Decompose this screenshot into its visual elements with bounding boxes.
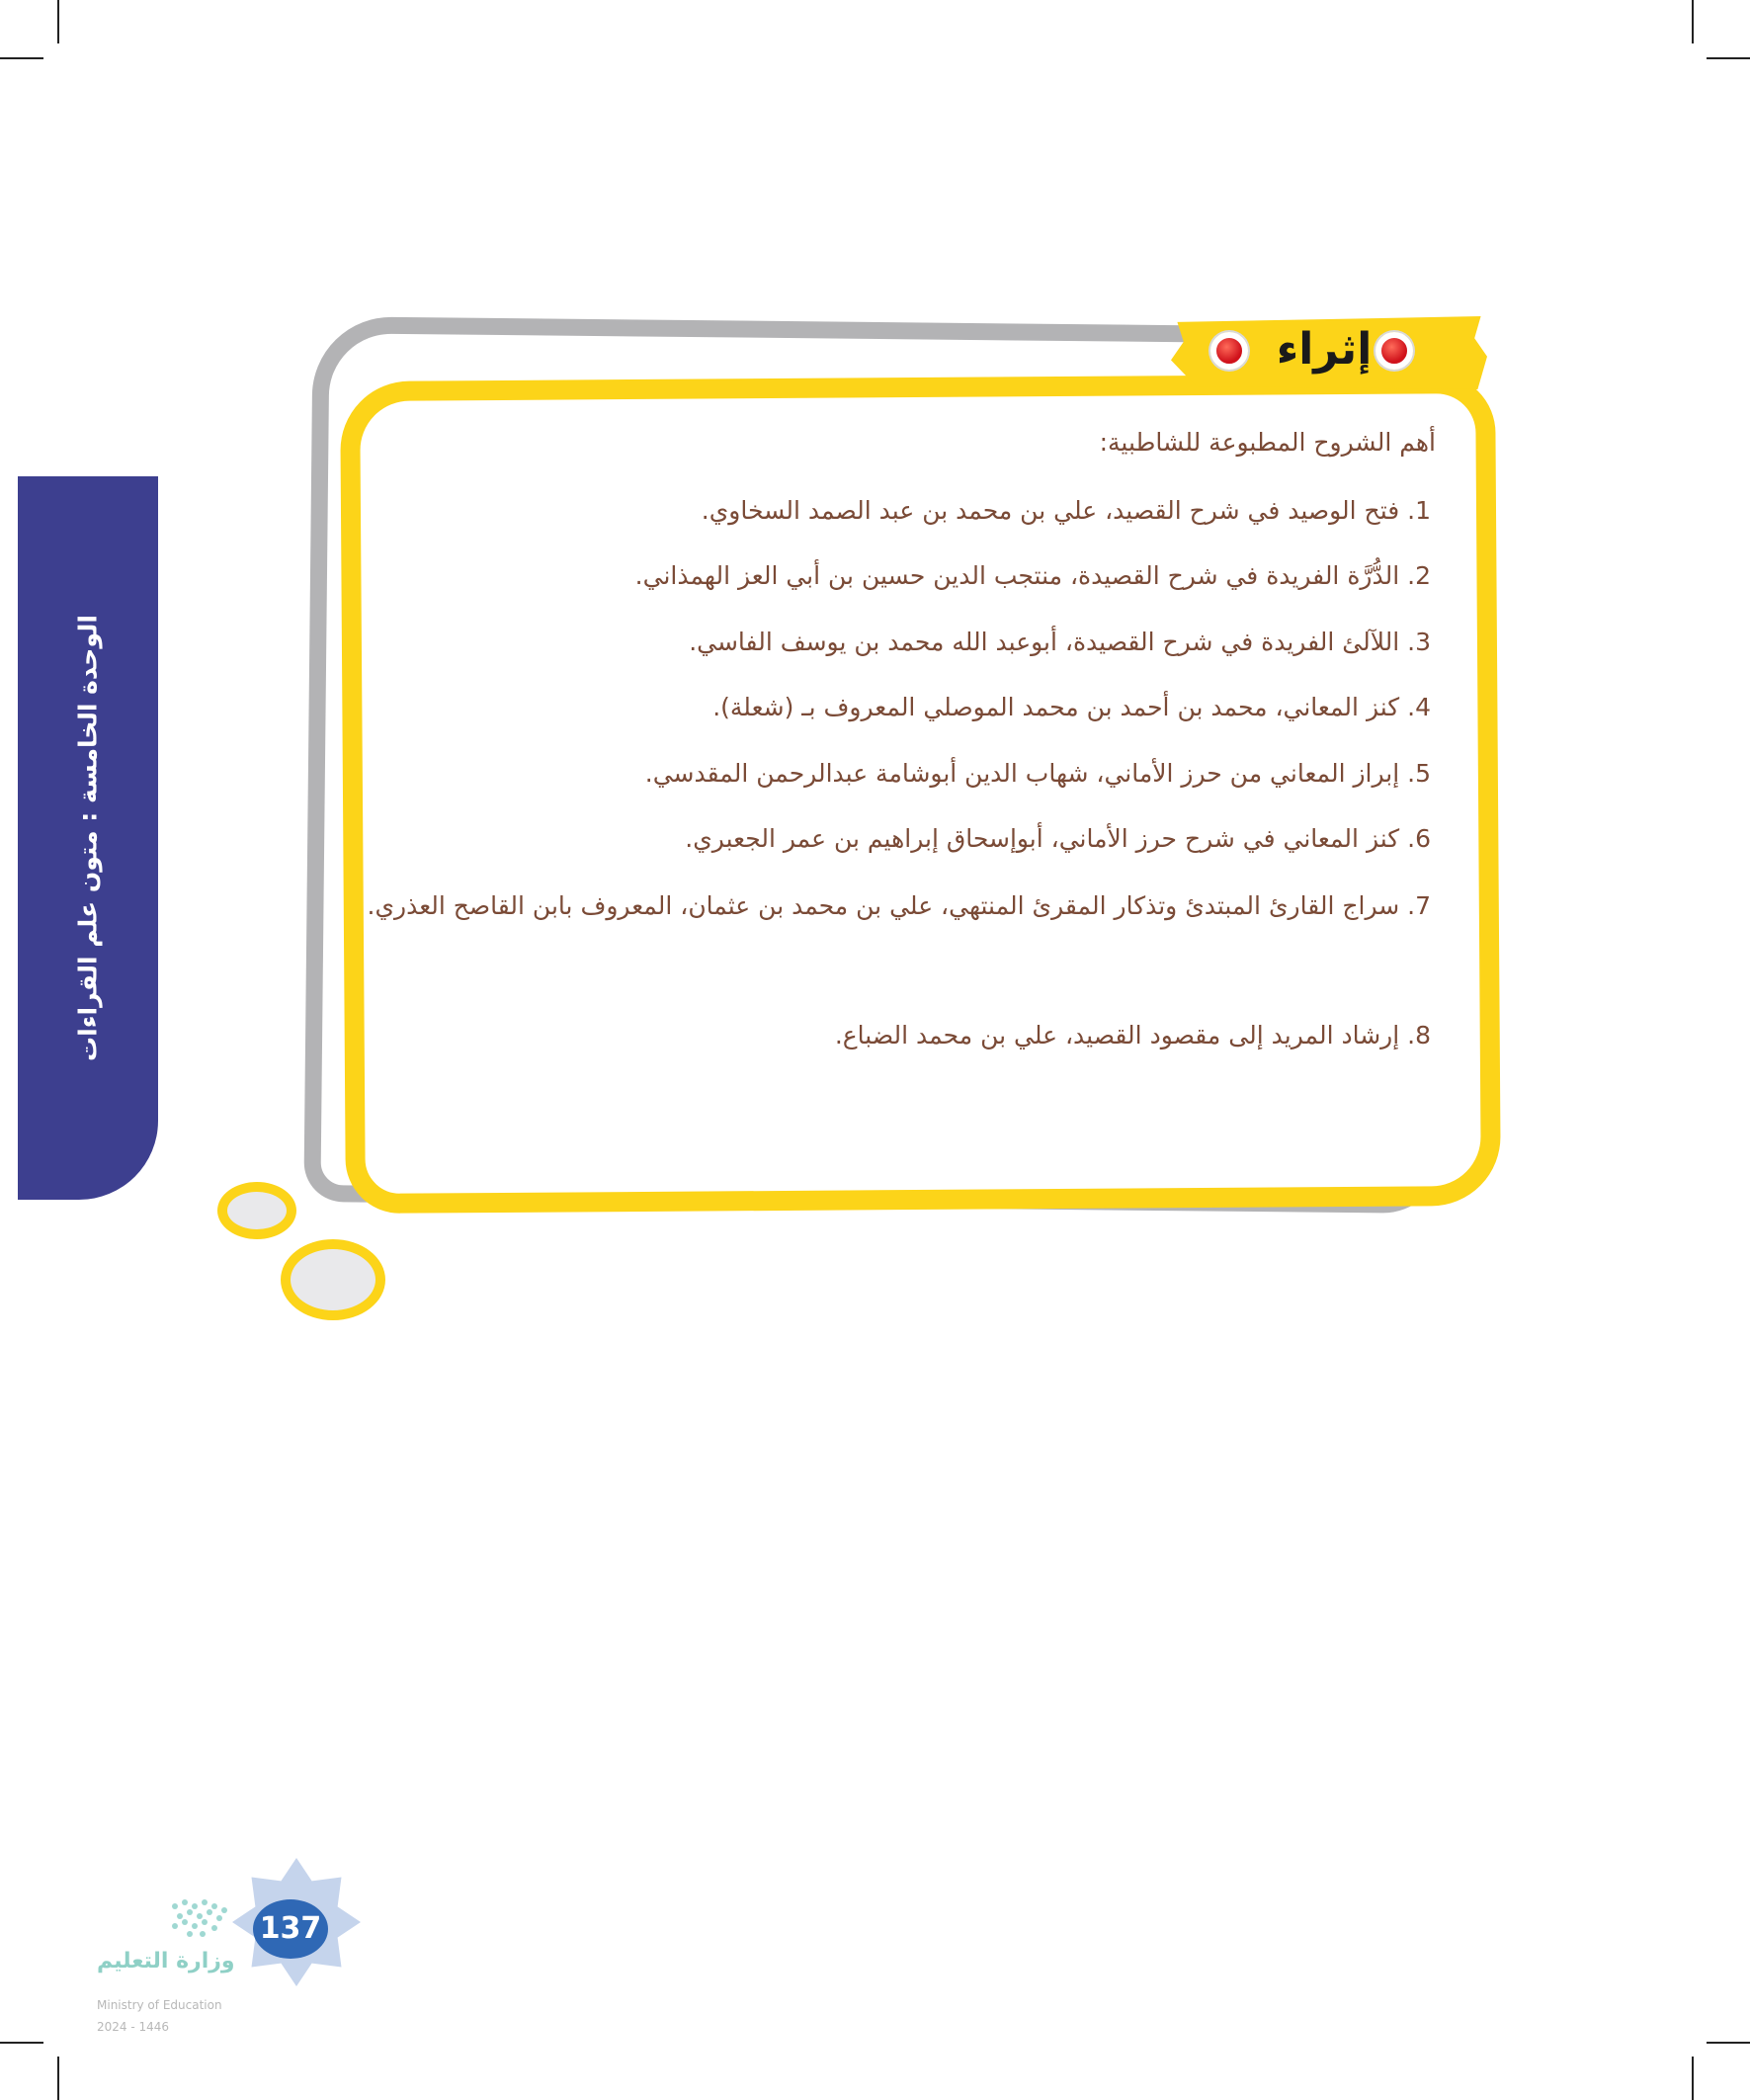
list-item [635,561,1431,590]
item-number: 6. [1407,824,1431,853]
enrichment-title: إثراء [1276,324,1373,375]
crop-mark [1707,2042,1750,2044]
crop-mark [57,0,59,43]
list-item [645,759,1431,788]
item-text: إبراز المعاني من حرز الأماني، شهاب الدين أبوشامة عبدالرحمن المقدسي. [644,759,1400,788]
ministry-name-en: Ministry of Education [97,1998,222,2012]
item-number: 5. [1407,759,1431,788]
red-dot-icon [1210,332,1248,370]
crop-mark [1692,0,1694,43]
list-item [689,628,1431,656]
crop-mark [1707,57,1750,59]
item-text: كنز المعاني، محمد بن أحمد بن محمد الموصلي المعروف بـ (شعلة). [712,693,1400,721]
item-number: 8. [1407,1021,1431,1050]
crop-mark [0,57,43,59]
item-text: إرشاد المريد إلى مقصود القصيد، علي بن محمد الضباع. [834,1021,1400,1050]
item-text: سراج القارئ المبتدئ وتذكار المقرئ المنتهي، علي بن محمد بن عثمان، المعروف بابن القاصح العذري. [367,891,1400,920]
item-number: 2. [1407,561,1431,590]
unit-title: الوحدة الخامسة : متون علم القراءات [73,615,103,1061]
ministry-name-ar: وزارة التعليم [97,1949,235,1974]
crop-mark [57,2057,59,2100]
item-number: 3. [1407,628,1431,656]
crop-mark [1692,2057,1694,2100]
item-number: 4. [1407,693,1431,721]
list-heading: أهم الشروح المطبوعة للشاطبية: [1099,428,1436,457]
list-item [366,873,1431,940]
page-number: 137 [253,1899,328,1959]
item-text: الدُّرَّة الفريدة في شرح القصيدة، منتجب الدين حسين بن أبي العز الهمذاني. [634,561,1400,590]
edition-year: 2024 - 1446 [97,2020,170,2034]
item-number: 1. [1407,496,1431,525]
crop-mark [0,2042,43,2044]
ministry-logo-icon [172,1899,241,1939]
list-item [835,1021,1431,1050]
list-item [685,824,1431,853]
item-number: 7. [1407,891,1431,920]
item-text: كنز المعاني في شرح حرز الأماني، أبوإسحاق إبراهيم بن عمر الجعبري. [685,824,1400,853]
thought-bubble-small [217,1182,296,1239]
item-text: فتح الوصيد في شرح القصيد، علي بن محمد بن عبد الصمد السخاوي. [701,496,1400,525]
list-item [712,693,1431,721]
thought-bubble-large [281,1239,385,1320]
list-item [702,496,1431,525]
red-dot-icon [1375,332,1413,370]
item-text: اللآلئ الفريدة في شرح القصيدة، أبوعبد الله محمد بن يوسف الفاسي. [689,628,1400,656]
